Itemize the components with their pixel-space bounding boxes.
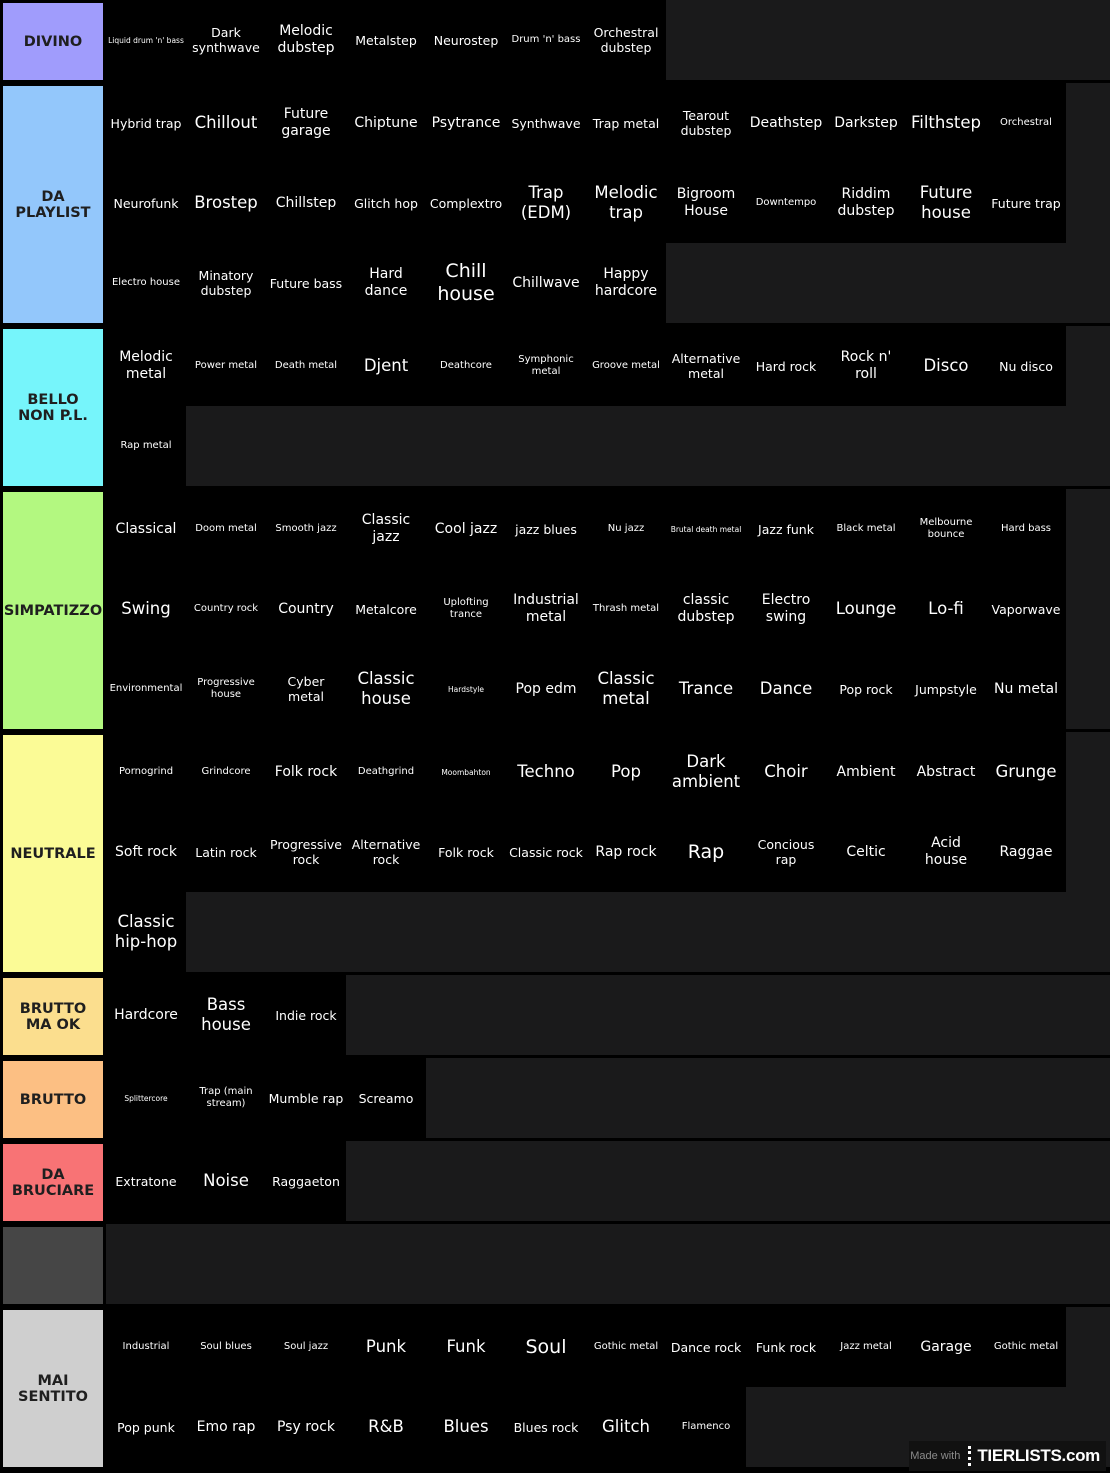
tier-item[interactable]: Dark ambient xyxy=(666,732,746,812)
tier-item[interactable]: Grunge xyxy=(986,732,1066,812)
tier-item[interactable]: Bass house xyxy=(186,975,266,1055)
tier-item[interactable]: Mumble rap xyxy=(266,1058,346,1138)
tier-item[interactable]: Progressive house xyxy=(186,649,266,729)
tier-item[interactable]: Power metal xyxy=(186,326,266,406)
tier-item[interactable]: Classic rock xyxy=(506,812,586,892)
tier-item[interactable]: Happy hardcore xyxy=(586,243,666,323)
tier-item[interactable]: Splittercore xyxy=(106,1058,186,1138)
tier-item[interactable]: Rap xyxy=(666,812,746,892)
made-with-text: Made with xyxy=(910,1450,961,1462)
tier-item[interactable]: Dark synthwave xyxy=(186,0,266,80)
tier-item[interactable]: Glitch hop xyxy=(346,163,426,243)
tier-item[interactable]: Classic house xyxy=(346,649,426,729)
tier-item[interactable]: Hard rock xyxy=(746,326,826,406)
tier-item[interactable]: jazz blues xyxy=(506,489,586,569)
tier-item[interactable]: Classic hip-hop xyxy=(106,892,186,972)
tier-items-area[interactable] xyxy=(106,489,1110,729)
tier-label[interactable] xyxy=(3,1227,103,1304)
tier-item[interactable]: Jazz funk xyxy=(746,489,826,569)
tier-item[interactable]: Ambient xyxy=(826,732,906,812)
tier-item[interactable]: Hybrid trap xyxy=(106,83,186,163)
tier-item[interactable]: Brutal death metal xyxy=(666,489,746,569)
tier-item[interactable]: Funk xyxy=(426,1307,506,1387)
tier-item[interactable]: Brostep xyxy=(186,163,266,243)
tier-item[interactable]: Psytrance xyxy=(426,83,506,163)
tier-row xyxy=(0,975,1110,1055)
tier-item[interactable]: Gothic metal xyxy=(586,1307,666,1387)
tier-item[interactable]: Trap (main stream) xyxy=(186,1058,266,1138)
tier-item[interactable]: Dance rock xyxy=(666,1307,746,1387)
tier-item[interactable]: Rock n' roll xyxy=(826,326,906,406)
tier-item[interactable]: Uplofting trance xyxy=(426,569,506,649)
watermark xyxy=(909,1441,1106,1471)
tier-item[interactable]: Psy rock xyxy=(266,1387,346,1467)
tier-item[interactable]: Indie rock xyxy=(266,975,346,1055)
tier-row xyxy=(0,326,1110,486)
tier-item[interactable]: Pop rock xyxy=(826,649,906,729)
tier-item[interactable]: Pop punk xyxy=(106,1387,186,1467)
tier-label[interactable]: DIVINO xyxy=(3,3,103,80)
tier-item[interactable]: Glitch xyxy=(586,1387,666,1467)
tier-item[interactable]: Blues rock xyxy=(506,1387,586,1467)
tier-item[interactable]: Neurofunk xyxy=(106,163,186,243)
tier-item[interactable]: Classic jazz xyxy=(346,489,426,569)
tier-item[interactable]: R&B xyxy=(346,1387,426,1467)
tier-item[interactable]: Chillstep xyxy=(266,163,346,243)
tierlists-logo[interactable]: TIERLISTS.com xyxy=(968,1446,1100,1466)
tier-row xyxy=(0,1058,1110,1138)
tier-item[interactable]: Darkstep xyxy=(826,83,906,163)
tier-item[interactable]: Electro house xyxy=(106,243,186,323)
tier-item[interactable]: Folk rock xyxy=(426,812,506,892)
tier-item[interactable]: Environmental xyxy=(106,649,186,729)
tier-row xyxy=(0,0,1110,80)
tier-item[interactable]: Synthwave xyxy=(506,83,586,163)
tier-item[interactable]: Electro swing xyxy=(746,569,826,649)
tier-item[interactable]: Soul blues xyxy=(186,1307,266,1387)
tier-item[interactable]: Pop edm xyxy=(506,649,586,729)
tier-item[interactable]: Industrial xyxy=(106,1307,186,1387)
tier-items-area[interactable] xyxy=(106,975,1110,1055)
tier-item[interactable]: Alternative rock xyxy=(346,812,426,892)
tier-item[interactable]: Melodic dubstep xyxy=(266,0,346,80)
tier-items-area[interactable] xyxy=(106,0,1110,80)
tier-item[interactable]: Industrial metal xyxy=(506,569,586,649)
tier-item[interactable]: Acid house xyxy=(906,812,986,892)
tier-item[interactable]: Pornogrind xyxy=(106,732,186,812)
tier-item[interactable]: Chill house xyxy=(426,243,506,323)
tier-item[interactable]: Soul xyxy=(506,1307,586,1387)
tier-label[interactable]: MAI SENTITO xyxy=(3,1310,103,1467)
tier-item[interactable]: Filthstep xyxy=(906,83,986,163)
tier-item[interactable]: Thrash metal xyxy=(586,569,666,649)
tier-item[interactable]: Death metal xyxy=(266,326,346,406)
tier-item[interactable]: Future garage xyxy=(266,83,346,163)
tier-item[interactable]: classic dubstep xyxy=(666,569,746,649)
tier-label[interactable]: BRUTTO xyxy=(3,1061,103,1138)
tier-item[interactable]: Chillout xyxy=(186,83,266,163)
tier-item[interactable]: Hard dance xyxy=(346,243,426,323)
tier-item[interactable]: Hard bass xyxy=(986,489,1066,569)
tier-item[interactable]: Metalstep xyxy=(346,0,426,80)
tier-item[interactable]: Lounge xyxy=(826,569,906,649)
tier-item[interactable]: Nu metal xyxy=(986,649,1066,729)
tier-item[interactable]: Lo-fi xyxy=(906,569,986,649)
tier-item[interactable]: Jumpstyle xyxy=(906,649,986,729)
tier-item[interactable]: Progressive rock xyxy=(266,812,346,892)
tier-item[interactable]: Nu jazz xyxy=(586,489,666,569)
tier-item[interactable]: Smooth jazz xyxy=(266,489,346,569)
tier-label[interactable]: BELLO NON P.L. xyxy=(3,329,103,486)
tier-item[interactable]: Groove metal xyxy=(586,326,666,406)
tier-item[interactable]: Raggaeton xyxy=(266,1141,346,1221)
tier-item[interactable]: Minatory dubstep xyxy=(186,243,266,323)
tier-items-area[interactable] xyxy=(106,732,1110,972)
tier-item[interactable]: Country rock xyxy=(186,569,266,649)
tier-item[interactable]: Punk xyxy=(346,1307,426,1387)
tier-item[interactable]: Djent xyxy=(346,326,426,406)
tier-label[interactable]: NEUTRALE xyxy=(3,735,103,972)
tier-item[interactable]: Classic metal xyxy=(586,649,666,729)
tier-item[interactable]: Downtempo xyxy=(746,163,826,243)
tier-item[interactable]: Emo rap xyxy=(186,1387,266,1467)
tier-row xyxy=(0,1141,1110,1221)
tier-item[interactable]: Blues xyxy=(426,1387,506,1467)
tier-item[interactable]: Black metal xyxy=(826,489,906,569)
tier-item[interactable]: Trance xyxy=(666,649,746,729)
tier-item[interactable]: Abstract xyxy=(906,732,986,812)
tier-item[interactable]: Bigroom House xyxy=(666,163,746,243)
tier-item[interactable]: Raggae xyxy=(986,812,1066,892)
tier-item[interactable]: Hardstyle xyxy=(426,649,506,729)
tier-item[interactable]: Future trap xyxy=(986,163,1066,243)
tier-item[interactable]: Cyber metal xyxy=(266,649,346,729)
tier-item[interactable]: Flamenco xyxy=(666,1387,746,1467)
tier-item[interactable]: Garage xyxy=(906,1307,986,1387)
tier-item[interactable]: Vaporwave xyxy=(986,569,1066,649)
tier-item[interactable]: Nu disco xyxy=(986,326,1066,406)
tier-item[interactable]: Symphonic metal xyxy=(506,326,586,406)
tier-items-area[interactable] xyxy=(106,1058,1110,1138)
tier-label[interactable]: DA PLAYLIST xyxy=(3,86,103,323)
tier-label[interactable]: SIMPATIZZO xyxy=(3,492,103,729)
tier-item[interactable]: Pop xyxy=(586,732,666,812)
tier-item[interactable]: Screamo xyxy=(346,1058,426,1138)
tier-item[interactable]: Trap (EDM) xyxy=(506,163,586,243)
tier-item[interactable]: Riddim dubstep xyxy=(826,163,906,243)
tier-items-area[interactable] xyxy=(106,83,1110,323)
tier-item[interactable]: Hardcore xyxy=(106,975,186,1055)
tier-item[interactable]: Concious rap xyxy=(746,812,826,892)
tier-item[interactable]: Folk rock xyxy=(266,732,346,812)
tier-item[interactable]: Melodic trap xyxy=(586,163,666,243)
tier-item[interactable]: Rap metal xyxy=(106,406,186,486)
tier-item[interactable]: Cool jazz xyxy=(426,489,506,569)
tier-item[interactable]: Noise xyxy=(186,1141,266,1221)
tier-row xyxy=(0,1224,1110,1304)
tier-item[interactable]: Tearout dubstep xyxy=(666,83,746,163)
tier-item[interactable]: Techno xyxy=(506,732,586,812)
tier-item[interactable]: Country xyxy=(266,569,346,649)
tier-items-area[interactable] xyxy=(106,1141,1110,1221)
tier-item[interactable]: Rap rock xyxy=(586,812,666,892)
tier-item[interactable]: Funk rock xyxy=(746,1307,826,1387)
tier-item[interactable]: Doom metal xyxy=(186,489,266,569)
tier-item[interactable]: Gothic metal xyxy=(986,1307,1066,1387)
tier-item[interactable]: Disco xyxy=(906,326,986,406)
tier-item[interactable]: Alternative metal xyxy=(666,326,746,406)
tier-item[interactable]: Liquid drum 'n' bass xyxy=(106,0,186,80)
tier-item[interactable]: Moombahton xyxy=(426,732,506,812)
tier-item[interactable]: Orchestral dubstep xyxy=(586,0,666,80)
tier-row xyxy=(0,732,1110,972)
tier-items-area[interactable] xyxy=(106,1224,1110,1304)
tier-item[interactable]: Dance xyxy=(746,649,826,729)
tier-item[interactable]: Extratone xyxy=(106,1141,186,1221)
tier-item[interactable]: Complextro xyxy=(426,163,506,243)
tier-item[interactable]: Soft rock xyxy=(106,812,186,892)
tier-item[interactable]: Trap metal xyxy=(586,83,666,163)
tier-item[interactable]: Jazz metal xyxy=(826,1307,906,1387)
tier-item[interactable]: Grindcore xyxy=(186,732,266,812)
tier-item[interactable]: Swing xyxy=(106,569,186,649)
tier-row xyxy=(0,83,1110,323)
tier-item[interactable]: Celtic xyxy=(826,812,906,892)
tier-item[interactable]: Metalcore xyxy=(346,569,426,649)
tier-item[interactable]: Orchestral xyxy=(986,83,1066,163)
tier-item[interactable]: Latin rock xyxy=(186,812,266,892)
tier-item[interactable]: Chiptune xyxy=(346,83,426,163)
tier-row xyxy=(0,489,1110,729)
tier-item[interactable]: Choir xyxy=(746,732,826,812)
tier-item[interactable]: Soul jazz xyxy=(266,1307,346,1387)
tier-item[interactable]: Future house xyxy=(906,163,986,243)
tier-item[interactable]: Drum 'n' bass xyxy=(506,0,586,80)
tier-label[interactable]: DA BRUCIARE xyxy=(3,1144,103,1221)
tier-item[interactable]: Chillwave xyxy=(506,243,586,323)
tier-label[interactable]: BRUTTO MA OK xyxy=(3,978,103,1055)
tier-item[interactable]: Melbourne bounce xyxy=(906,489,986,569)
tier-item[interactable]: Melodic metal xyxy=(106,326,186,406)
tier-item[interactable]: Deathcore xyxy=(426,326,506,406)
tier-item[interactable]: Future bass xyxy=(266,243,346,323)
tier-item[interactable]: Deathgrind xyxy=(346,732,426,812)
tier-item[interactable]: Deathstep xyxy=(746,83,826,163)
tier-item[interactable]: Neurostep xyxy=(426,0,506,80)
tier-item[interactable]: Classical xyxy=(106,489,186,569)
tier-items-area[interactable] xyxy=(106,326,1110,486)
